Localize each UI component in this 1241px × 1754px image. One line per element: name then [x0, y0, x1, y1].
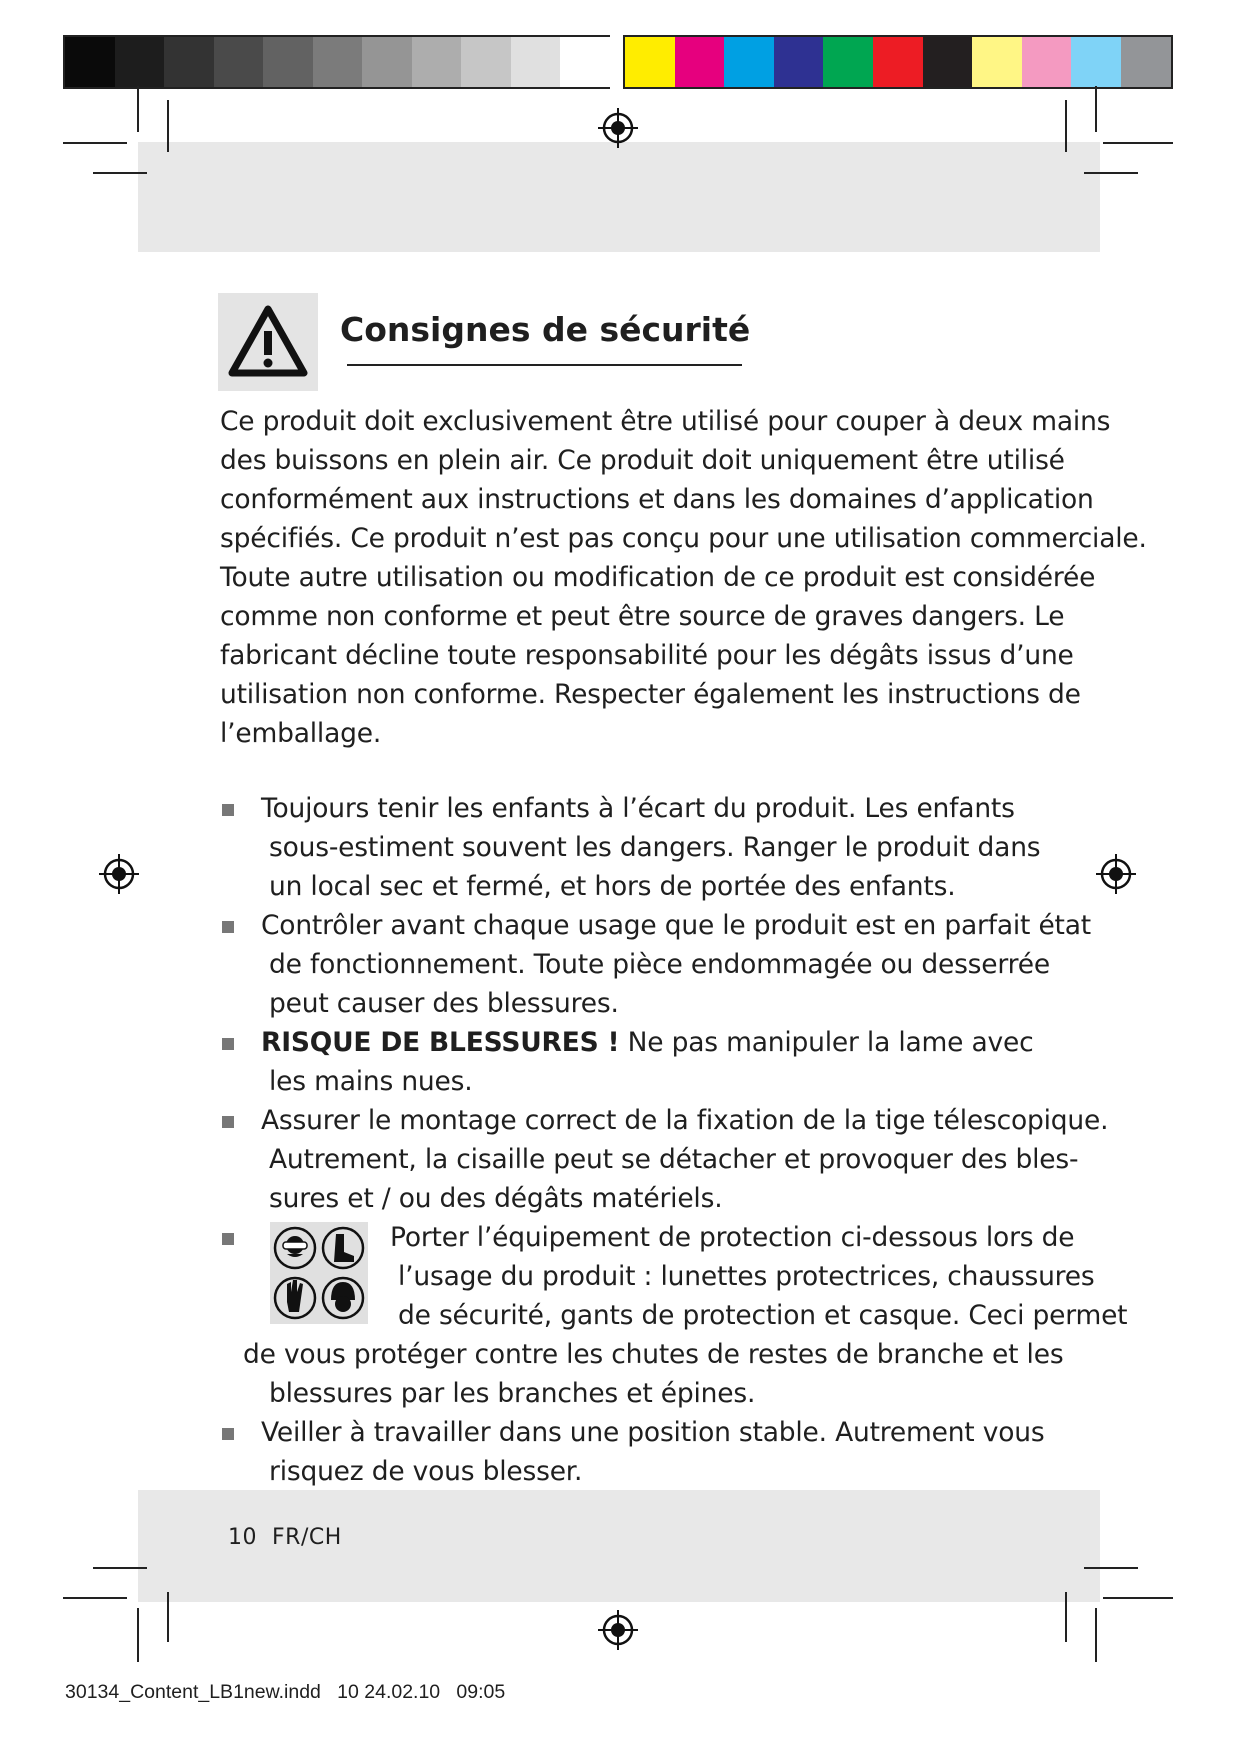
page-footer	[228, 1525, 342, 1550]
gray-swatch	[511, 37, 561, 87]
text-line: Ce produit doit exclusivement être utilisé pour couper à deux mains	[220, 406, 1111, 437]
bullet-line: Veiller à travailler dans une position stable. Autrement vous	[261, 1417, 1045, 1448]
process-swatch	[625, 37, 675, 87]
gray-swatch	[164, 37, 214, 87]
bullet-line: Toujours tenir les enfants à l’écart du produit. Les enfants	[261, 793, 1015, 824]
gray-swatch	[560, 37, 610, 87]
title-underline	[347, 364, 742, 366]
bullet-line: sous-estiment souvent les dangers. Ranger le produit dans	[269, 832, 1041, 863]
bullet-line: Porter l’équipement de protection ci-dessous lors de	[390, 1222, 1075, 1253]
gray-swatch	[214, 37, 264, 87]
gray-swatch	[362, 37, 412, 87]
bullet-line: sures et / ou des dégâts matériels.	[269, 1183, 723, 1214]
intro-paragraph	[220, 402, 1147, 753]
bullet-line: de sécurité, gants de protection et casque. Ceci permet	[398, 1300, 1128, 1331]
bullet-square-icon	[222, 1428, 234, 1440]
bullet-line: un local sec et fermé, et hors de portée des enfants.	[269, 871, 956, 902]
bullet-text: Ne pas manipuler la lame avec	[619, 1027, 1034, 1058]
text-line: spécifiés. Ce produit n’est pas conçu pour une utilisation commerciale.	[220, 523, 1147, 554]
bullet-line: peut causer des blessures.	[269, 988, 619, 1019]
warning-triangle-icon	[218, 293, 318, 391]
bullet-square-icon	[222, 1233, 234, 1245]
bullet-line: risquez de vous blesser.	[269, 1456, 583, 1487]
gray-swatch	[313, 37, 363, 87]
bullet-line: de vous protéger contre les chutes de restes de branche et les	[243, 1339, 1064, 1370]
bullet-square-icon	[222, 804, 234, 816]
bullet-line: de fonctionnement. Toute pièce endommagée ou desserrée	[269, 949, 1050, 980]
process-swatch	[1071, 37, 1121, 87]
text-line: conformément aux instructions et dans les domaines d’application	[220, 484, 1094, 515]
bullet-square-icon	[222, 1116, 234, 1128]
text-line: Toute autre utilisation ou modification de ce produit est considérée	[220, 562, 1096, 593]
page-number: 10	[228, 1525, 257, 1550]
bullet-line: Autrement, la cisaille peut se détacher et provoquer des bles-	[269, 1144, 1079, 1175]
ppe-icons	[270, 1222, 368, 1324]
locale-code: FR/CH	[272, 1525, 342, 1550]
bullet-line: Contrôler avant chaque usage que le produit est en parfait état	[261, 910, 1091, 941]
gray-swatch	[65, 37, 115, 87]
registration-mark-icon	[596, 1608, 640, 1652]
goggles-icon	[283, 1236, 307, 1257]
process-swatch	[774, 37, 824, 87]
registration-mark-icon	[596, 106, 640, 150]
bullet-line: l’usage du produit : lunettes protectrices, chaussures	[398, 1261, 1095, 1292]
gray-swatch	[115, 37, 165, 87]
gray-swatch	[412, 37, 462, 87]
text-line: l’emballage.	[220, 718, 382, 749]
process-swatch	[823, 37, 873, 87]
process-swatch	[972, 37, 1022, 87]
glove-icon	[287, 1280, 303, 1312]
text-line: comme non conforme et peut être source de graves dangers. Le	[220, 601, 1065, 632]
registration-mark-icon	[97, 852, 141, 896]
registration-mark-icon	[1094, 852, 1138, 896]
warning-icon-box	[218, 293, 318, 391]
process-swatch	[724, 37, 774, 87]
safety-boot-icon	[334, 1234, 354, 1262]
process-swatch	[923, 37, 973, 87]
bullet-line: les mains nues.	[269, 1066, 473, 1097]
process-swatch	[1121, 37, 1171, 87]
process-swatch	[1022, 37, 1072, 87]
process-swatch	[873, 37, 923, 87]
bullet-line	[261, 1023, 1034, 1062]
gray-swatch	[263, 37, 313, 87]
bullet-line: blessures par les branches et épines.	[269, 1378, 756, 1409]
gray-swatch	[461, 37, 511, 87]
text-line: utilisation non conforme. Respecter également les instructions de	[220, 679, 1081, 710]
bullet-line: Assurer le montage correct de la fixation de la tige télescopique.	[261, 1105, 1109, 1136]
print-slug: 30134_Content_LB1new.indd 10 24.02.10 09:05	[65, 1681, 506, 1703]
helmet-icon	[331, 1282, 355, 1312]
page-title: Consignes de sécurité	[340, 310, 751, 349]
warning-label: RISQUE DE BLESSURES !	[261, 1027, 620, 1058]
text-line: des buissons en plein air. Ce produit doit uniquement être utilisé	[220, 445, 1065, 476]
bullet-square-icon	[222, 1038, 234, 1050]
header-band	[138, 142, 1100, 252]
text-line: fabricant décline toute responsabilité pour les dégâts issus d’une	[220, 640, 1074, 671]
process-swatch	[675, 37, 725, 87]
bullet-square-icon	[222, 921, 234, 933]
